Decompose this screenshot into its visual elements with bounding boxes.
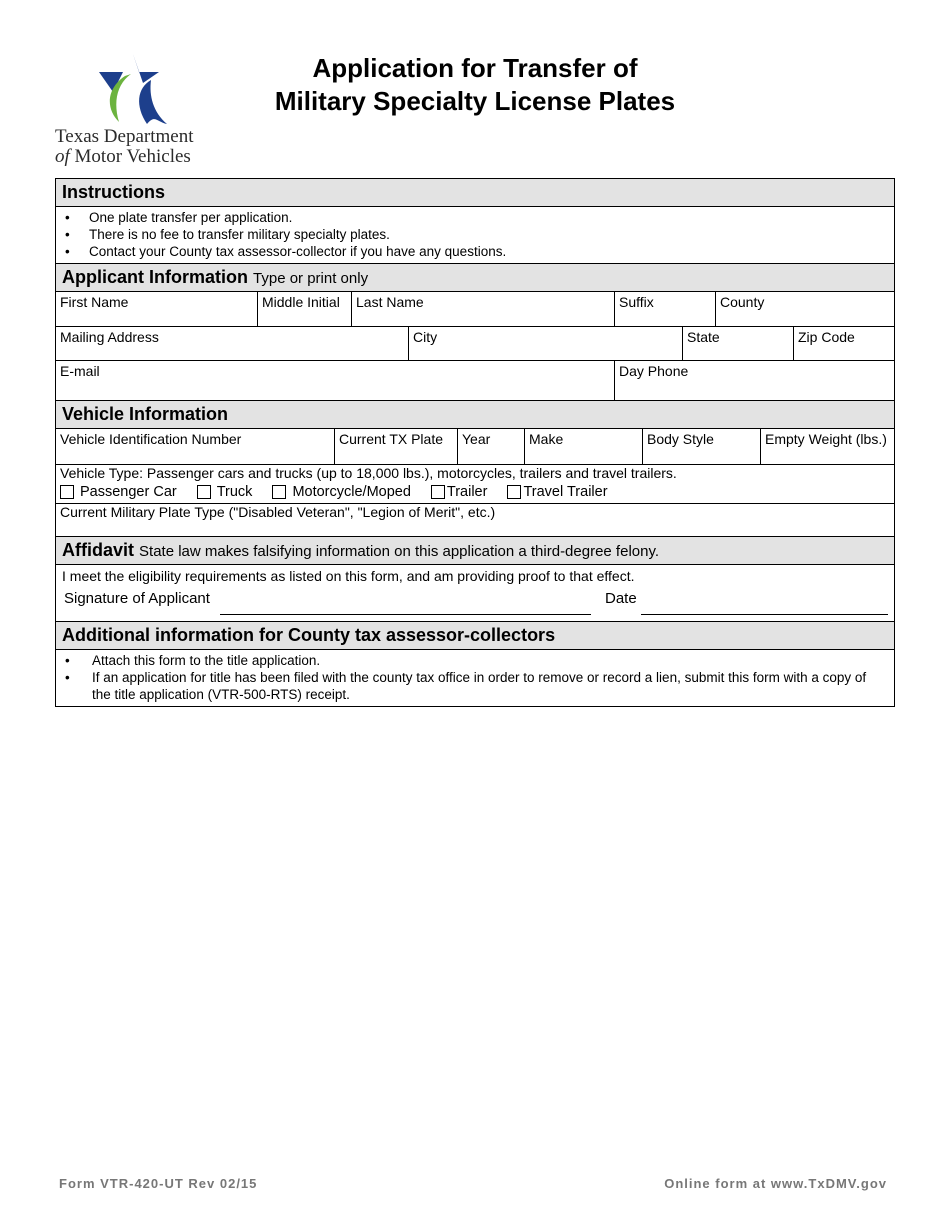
signature-label: Signature of Applicant [64, 590, 210, 607]
signature-line[interactable] [220, 614, 591, 615]
checkbox[interactable] [431, 485, 445, 499]
option-passenger-car[interactable]: Passenger Car [60, 484, 177, 500]
day-phone-field[interactable]: Day Phone [619, 363, 689, 379]
signature-row [56, 585, 894, 622]
application-form [55, 178, 895, 707]
option-truck[interactable]: Truck [197, 484, 253, 500]
applicant-heading: Applicant Information Type or print only [56, 264, 894, 292]
make-field[interactable]: Make [525, 429, 643, 464]
county-info-list [56, 650, 894, 706]
suffix-field[interactable]: Suffix [615, 292, 716, 326]
county-info-heading: Additional information for County tax assessor-collectors [56, 622, 894, 650]
last-name-field[interactable]: Last Name [352, 292, 615, 326]
vehicle-type-options [60, 482, 890, 502]
county-field[interactable]: County [720, 294, 765, 310]
zip-code-field[interactable]: Zip Code [798, 329, 855, 345]
vehicle-row [56, 429, 894, 465]
txdmv-logo [55, 52, 225, 170]
option-travel-trailer[interactable]: Travel Trailer [507, 484, 607, 500]
list-item: • One plate transfer per application. [56, 209, 894, 226]
address-row [56, 327, 894, 361]
option-motorcycle-moped[interactable]: Motorcycle/Moped [272, 484, 410, 500]
checkbox[interactable] [272, 485, 286, 499]
page-title: Application for Transfer of Military Specialty License Plates [274, 53, 676, 116]
affidavit-statement: I meet the eligibility requirements as listed on this form, and am providing proof to that effect. [62, 568, 635, 584]
vehicle-type-label: Vehicle Type: Passenger cars and trucks (up to 18,000 lbs.), motorcycles, trailers and travel trailers. [60, 465, 677, 481]
contact-row [56, 361, 894, 401]
mailing-address-field[interactable]: Mailing Address [56, 327, 409, 360]
checkbox[interactable] [60, 485, 74, 499]
date-label: Date [605, 590, 637, 607]
option-trailer[interactable]: Trailer [431, 484, 488, 500]
first-name-field[interactable]: First Name [56, 292, 258, 326]
form-id: Form VTR-420-UT Rev 02/15 [59, 1176, 258, 1191]
body-style-field[interactable]: Body Style [643, 429, 761, 464]
empty-weight-field[interactable]: Empty Weight (lbs.) [765, 431, 887, 447]
email-field[interactable]: E-mail [56, 361, 615, 400]
instructions-heading: Instructions [56, 179, 894, 207]
city-field[interactable]: City [409, 327, 683, 360]
state-field[interactable]: State [683, 327, 794, 360]
vin-field[interactable]: Vehicle Identification Number [56, 429, 335, 464]
current-plate-field[interactable]: Current TX Plate [335, 429, 458, 464]
date-line[interactable] [641, 614, 888, 615]
vehicle-type-section [56, 465, 894, 504]
affidavit-heading: Affidavit State law makes falsifying information on this application a third-degree felony. [56, 537, 894, 565]
checkbox[interactable] [507, 485, 521, 499]
name-row [56, 292, 894, 327]
middle-initial-field[interactable]: Middle Initial [258, 292, 352, 326]
year-field[interactable]: Year [458, 429, 525, 464]
list-item: • There is no fee to transfer military specialty plates. [56, 226, 894, 243]
checkbox[interactable] [197, 485, 211, 499]
vehicle-heading: Vehicle Information [56, 401, 894, 429]
list-item: • Attach this form to the title application. [56, 652, 894, 669]
instructions-list [56, 207, 894, 264]
online-form-link[interactable]: Online form at www.TxDMV.gov [664, 1176, 887, 1191]
military-plate-type-field[interactable]: Current Military Plate Type ("Disabled Veteran", "Legion of Merit", etc.) [56, 504, 894, 537]
list-item: • Contact your County tax assessor-collector if you have any questions. [56, 243, 894, 260]
star-logo-icon [95, 52, 175, 127]
list-item: • If an application for title has been filed with the county tax office in order to remove or record a lien, submit this form with a copy of the title application (VTR-500-RTS) receipt. [56, 669, 894, 703]
logo-text: Texas Department of Motor Vehicles [55, 126, 194, 167]
